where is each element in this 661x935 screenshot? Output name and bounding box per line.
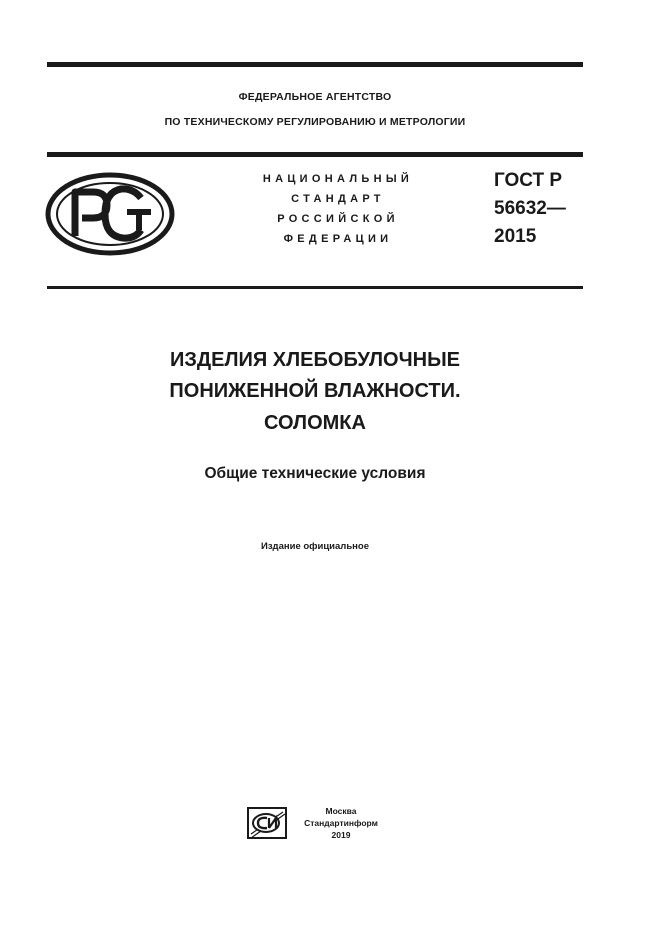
edition-note: Издание официальное [261, 541, 369, 552]
document-subtitle: Общие технические условия [204, 465, 426, 482]
standard-type-line: СТАНДАРТ [291, 193, 385, 205]
standard-designation: ГОСТ Р [494, 170, 563, 191]
top-rule [47, 62, 583, 67]
agency-name-line-2: ПО ТЕХНИЧЕСКОМУ РЕГУЛИРОВАНИЮ И МЕТРОЛОГИИ [164, 116, 466, 128]
publisher-name: Стандартинформ [304, 818, 378, 828]
document-title-line: ПОНИЖЕННОЙ ВЛАЖНОСТИ. [169, 380, 461, 402]
standard-type-line: РОССИЙСКОЙ [277, 213, 399, 225]
header-rule [47, 152, 583, 157]
standartinform-logo-icon [247, 806, 287, 839]
designation-rule [47, 286, 583, 289]
standard-year: 2015 [494, 226, 537, 247]
standard-type-line: ФЕДЕРАЦИИ [283, 233, 393, 245]
document-title-line: СОЛОМКА [264, 412, 366, 434]
publication-year: 2019 [331, 830, 351, 840]
standard-type-line: НАЦИОНАЛЬНЫЙ [262, 173, 414, 185]
agency-name-line-1: ФЕДЕРАЛЬНОЕ АГЕНТСТВО [238, 91, 392, 103]
document-title-line: ИЗДЕЛИЯ ХЛЕБОБУЛОЧНЫЕ [169, 349, 461, 371]
rst-mark-icon [45, 172, 175, 256]
standard-number: 56632— [494, 198, 566, 219]
publisher-city: Москва [325, 806, 357, 816]
